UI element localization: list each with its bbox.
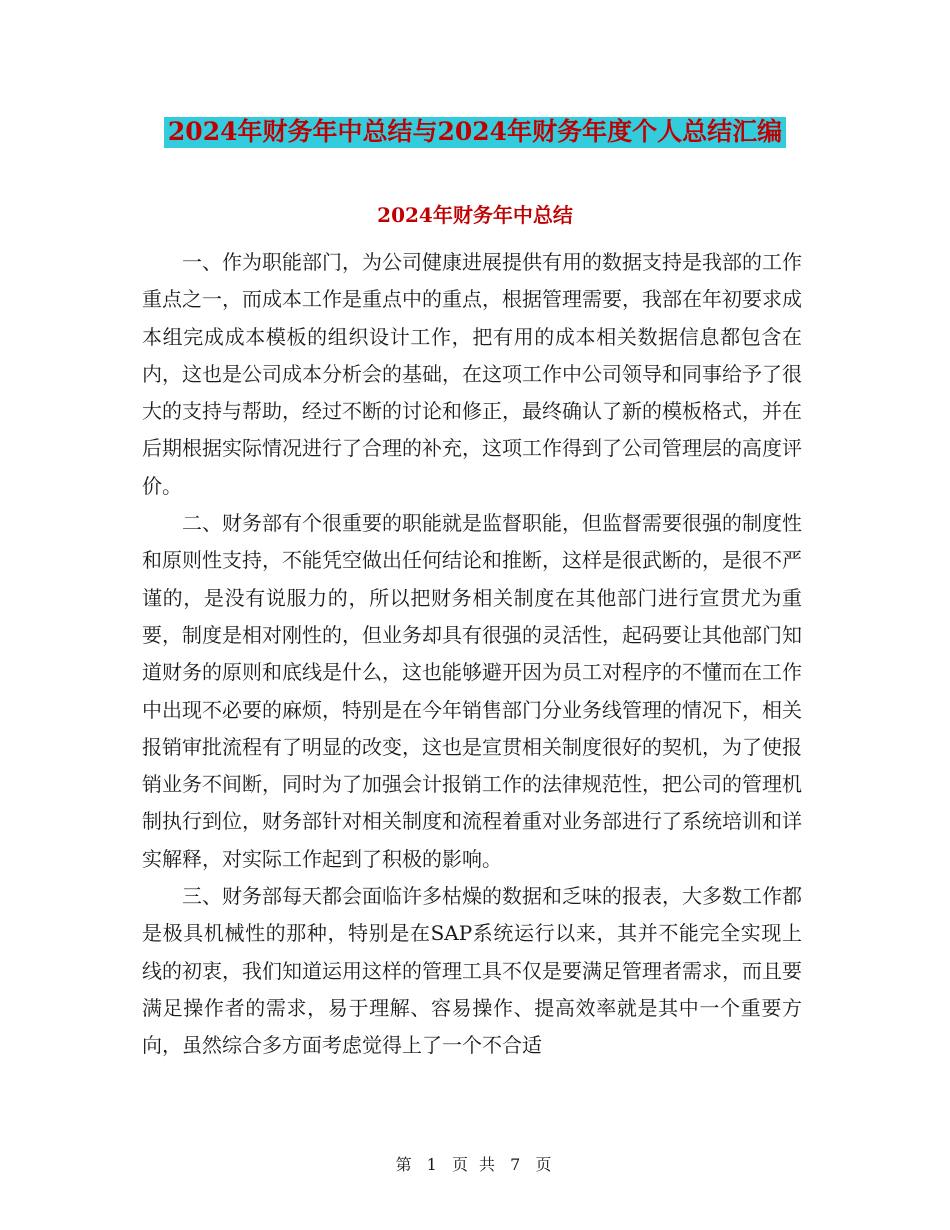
- paragraph-3: 三、财务部每天都会面临许多枯燥的数据和乏味的报表，大多数工作都是极具机械性的那种，特别是在SAP系统运行以来，其并不能完全实现上线的初衷，我们知道运用这样的管理工具不仅是要满足管理者需求，而且要满足操作者的需求，易于理解、容易操作、提高效率就是其中一个重要方向，虽然综合多方面考虑觉得上了一个不合适: [142, 884, 802, 1058]
- footer-page-number: 1: [426, 1155, 440, 1174]
- paragraph-2: 二、财务部有个很重要的职能就是监督职能，但监督需要很强的制度性和原则性支持，不能凭空做出任何结论和推断，这样是很武断的，是很不严谨的，是没有说服力的，所以把财务相关制度在其他部门进行宣贯尤为重要，制度是相对刚性的，但业务却具有很强的灵活性，起码要让其他部门知道财务的原则和底线是什么，这也能够避开因为员工对程序的不懂而在工作中出现不必要的麻烦，特别是在今年销售部门分业务线管理的情况下，相关报销审批流程有了明显的改变，这也是宣贯相关制度很好的契机，为了使报销业务不间断，同时为了加强会计报销工作的法律规范性，把公司的管理机制执行到位，财务部针对相关制度和流程着重对业务部进行了系统培训和详实解释，对实际工作起到了积极的影响。: [142, 511, 802, 871]
- section-title: 2024年财务年中总结: [377, 203, 573, 227]
- footer-prefix: 第: [395, 1155, 415, 1174]
- page-footer: [0, 1152, 950, 1175]
- footer-page-total: 7: [510, 1155, 524, 1174]
- footer-suffix: 页: [535, 1155, 555, 1174]
- document-title-text: 2024年财务年中总结与2024年财务年度个人总结汇编: [164, 117, 786, 148]
- paragraph-1: 一、作为职能部门，为公司健康进展提供有用的数据支持是我部的工作重点之一，而成本工作是重点中的重点，根据管理需要，我部在年初要求成本组完成成本模板的组织设计工作，把有用的成本相关数据信息都包含在内，这也是公司成本分析会的基础，在这项工作中公司领导和同事给予了很大的支持与帮助，经过不断的讨论和修正，最终确认了新的模板格式，并在后期根据实际情况进行了合理的补充，这项工作得到了公司管理层的高度评价。: [142, 250, 802, 498]
- footer-middle: 页 共: [451, 1155, 499, 1174]
- document-title: [0, 114, 950, 150]
- document-body: [142, 244, 802, 1065]
